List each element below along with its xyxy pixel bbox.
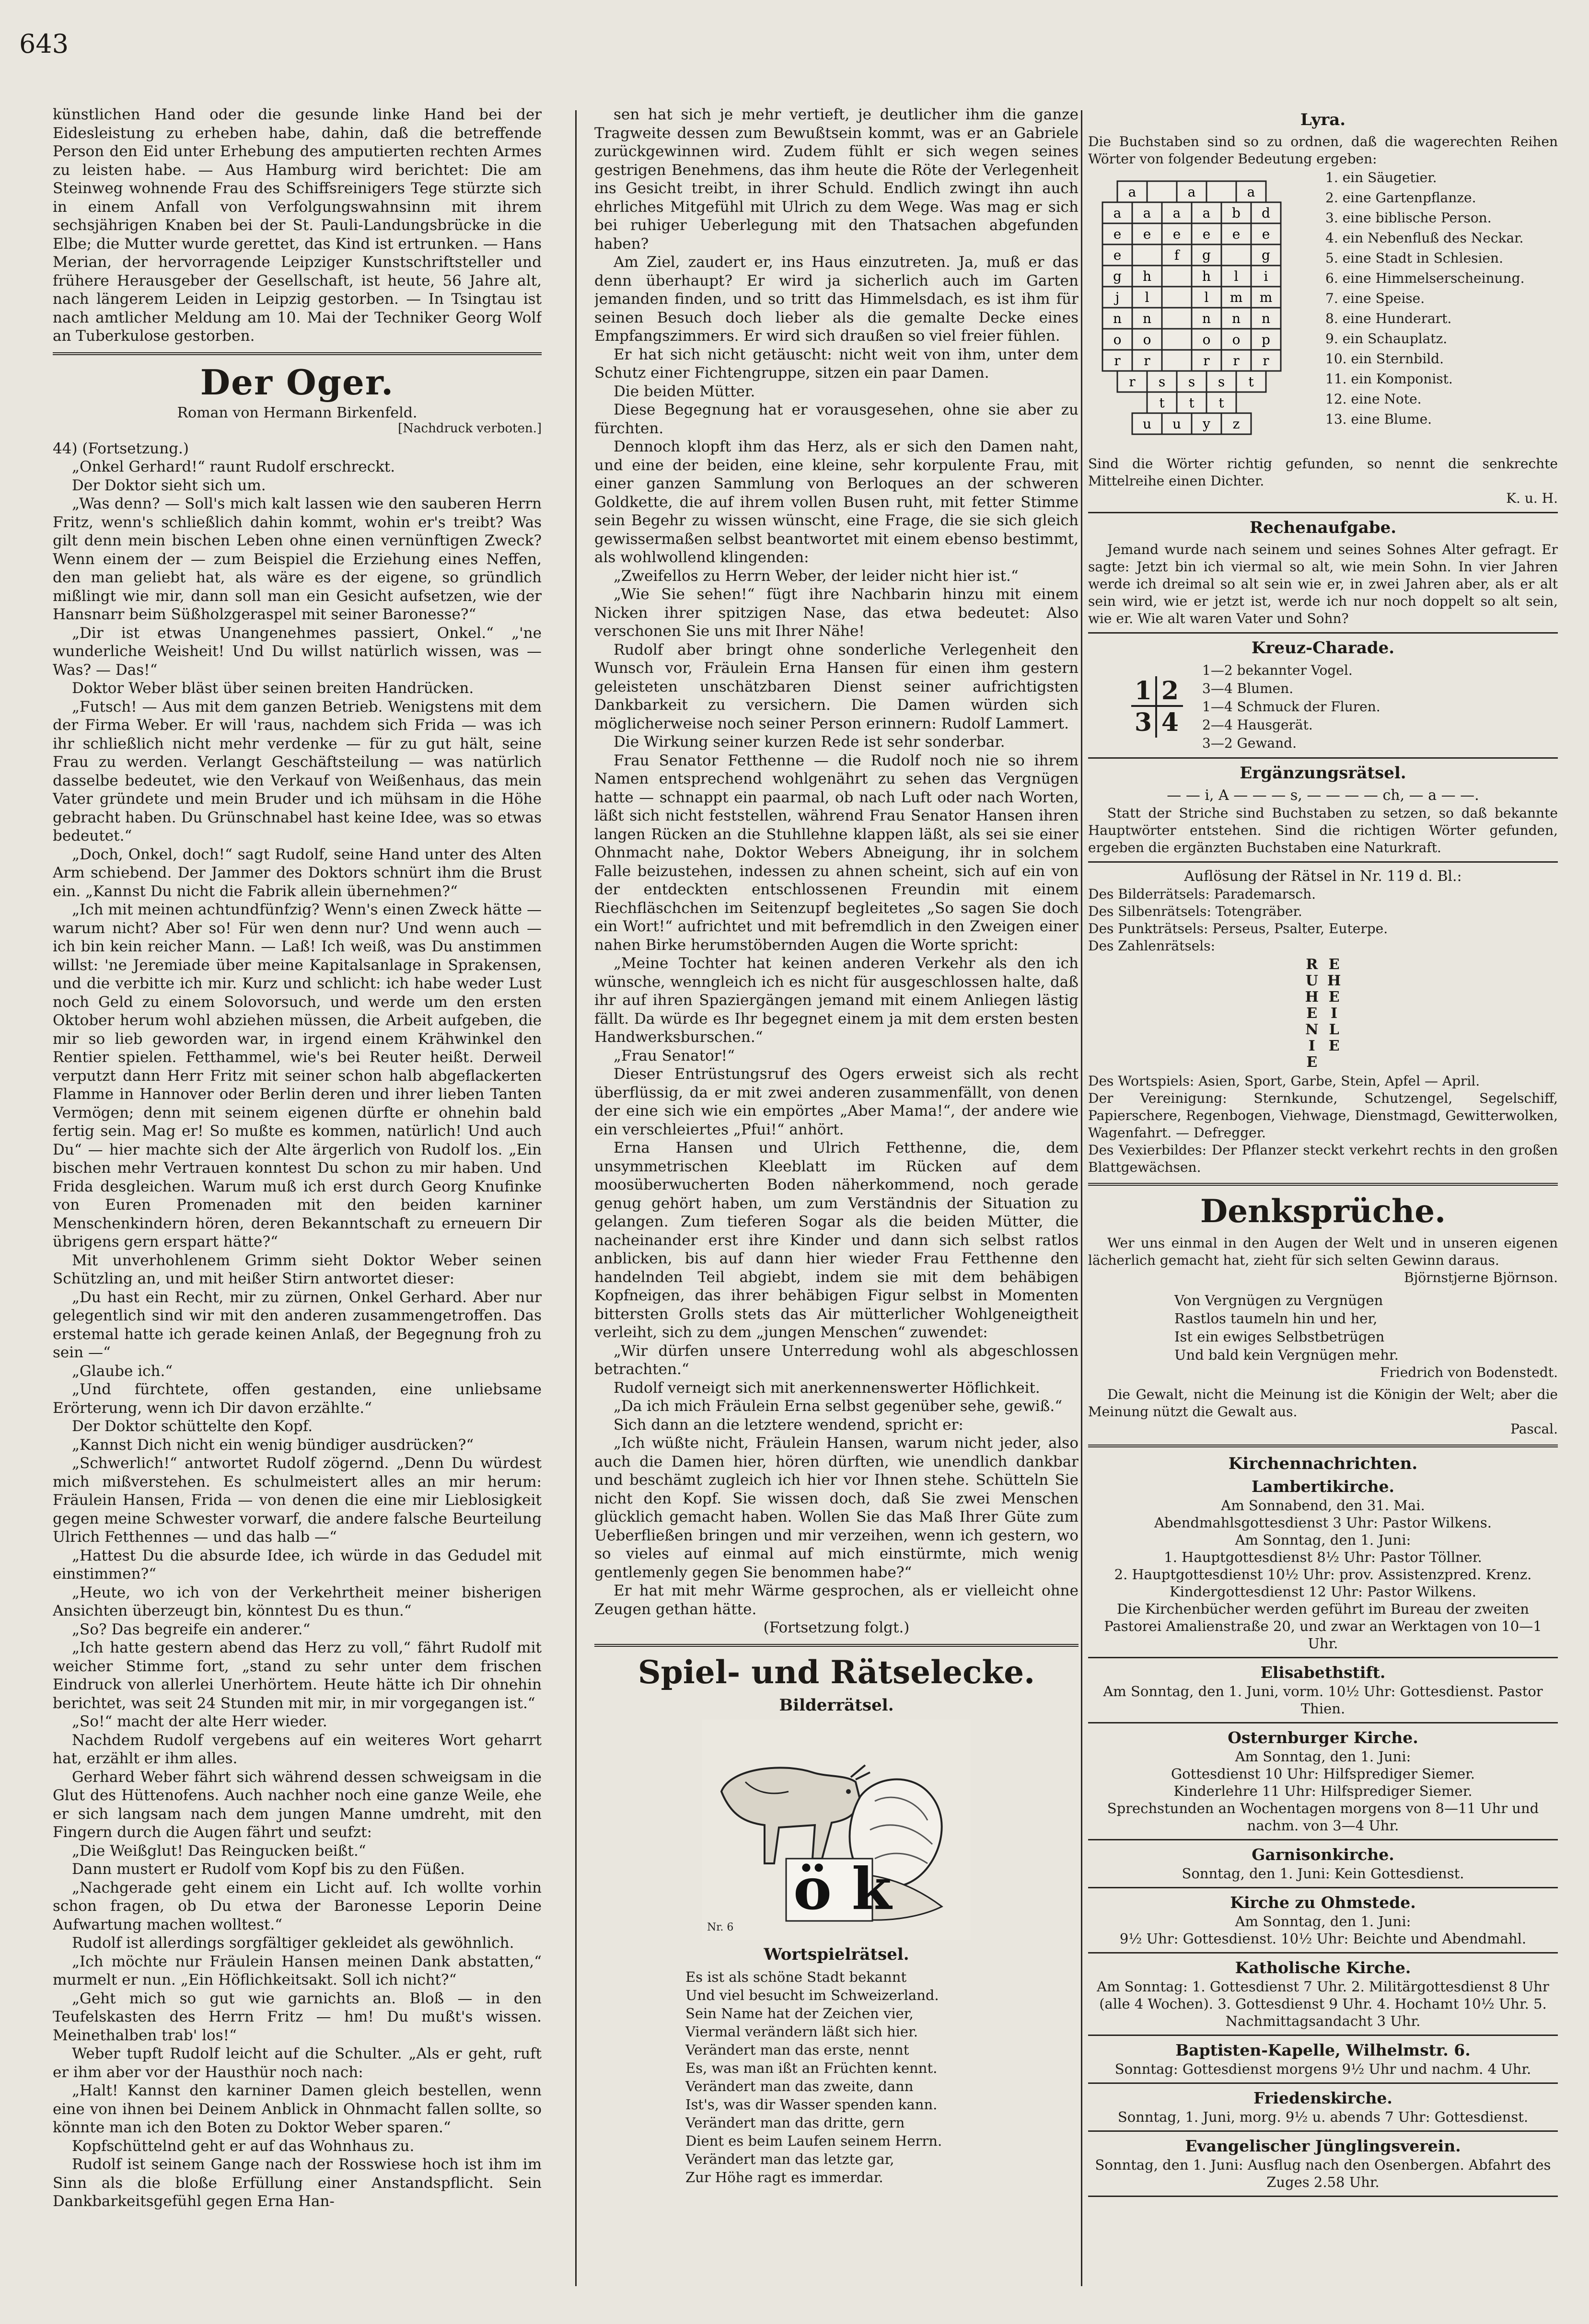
text-paragraph: „Nachgerade geht einem ein Licht auf. Ich wollte vorhin schon fragen, ob Du etwa der Baronesse Leporin Deine Aufwartung machen wolltest.“	[53, 1879, 542, 1933]
column-1	[53, 105, 542, 2291]
church-name: Elisabethstift.	[1260, 1663, 1386, 1682]
divider	[1088, 1445, 1558, 1447]
church-news-list	[1088, 1477, 1558, 2197]
lyra-intro: Die Buchstaben sind so zu ordnen, daß die wagerechten Reihen Wörter von folgender Bedeutung ergeben:	[1088, 134, 1558, 167]
charade-number: 4	[1161, 707, 1179, 737]
lyra-letter: e	[1143, 226, 1151, 242]
picture-puzzle-image	[702, 1720, 971, 1940]
church-entry	[1088, 2089, 1558, 2132]
church-service-line: Sonntag, 1. Juni, morg. 9½ u. abends 7 Uhr: Gottesdienst.	[1117, 2109, 1529, 2125]
wordplay-puzzle-verse	[594, 1968, 1079, 2186]
text-paragraph: „Hattest Du die absurde Idee, ich würde in das Gedudel mit einstimmen?“	[53, 1547, 542, 1583]
text-paragraph: „Glaube ich.“	[72, 1362, 173, 1380]
lyra-cell	[1162, 308, 1192, 329]
lyra-letter: e	[1113, 247, 1122, 263]
text-paragraph: „Futsch! — Aus mit dem ganzen Betrieb. Wenigstens mit dem der Firma Weber. Er will 'raus, nachdem sich Frida — was ich ihr schließlich nicht mehr verdenke — für zu gut hält, seine Frau zu werden. Verlangt Geschäftsteilung — was natürlich dasselbe bedeutet, wie den Verkauf von Weißenhaus, das mein Vater gründete und mein Bruder und ich mühsam in die Höhe gebracht haben. Du Grünschnabel hast keine Idee, was so etwas bedeutet.“	[53, 698, 542, 844]
text-paragraph: Erna Hansen und Ulrich Fetthenne, die, dem unsymmetrischen Kleeblatt im Rücken auf dem moosüberwucherten Boden näherkommend, noch gerade genug gehört haben, um zum Verständnis der Situation zu gelangen. Zum tieferen Sogar als die beiden Mütter, die nacheinander erst ihre Kinder und dann sich selbst ratlos anblicken, bis auf dann hier wieder Frau Fetthenne den handelnden Teil abgiebt, indem sie mit dem behäbigen Kopfneigen, das ihrer behäbigen Figur selbst in Momenten bittersten Grolls stets das Air mütterlicher Wohlgeneigtheit verleiht, sich zu dem „jungen Menschen“ zuwendet:	[594, 1139, 1079, 1341]
verse-line: Zur Höhe ragt es immerdar.	[685, 2169, 883, 2185]
lyra-letter: m	[1229, 289, 1243, 305]
text-paragraph: „Und fürchtete, offen gestanden, eine unliebsame Erörterung, wenn ich Dir davon erzählte.“	[53, 1381, 542, 1417]
lyra-clue: 10. ein Sternbild.	[1325, 351, 1444, 367]
church-service-line: Gottesdienst 10 Uhr: Hilfsprediger Siemer.	[1171, 1766, 1475, 1782]
text-paragraph: Kopfschüttelnd geht er auf das Wohnhaus zu.	[72, 2137, 415, 2155]
cross-charade-title: Kreuz-Charade.	[1251, 638, 1395, 658]
church-name: Baptisten-Kapelle, Wilhelmstr. 6.	[1175, 2041, 1471, 2059]
lyra-cell	[1206, 181, 1236, 202]
divider	[1088, 1657, 1558, 1658]
number-puzzle-letter: L	[1329, 1021, 1339, 1038]
lyra-letter: o	[1202, 332, 1211, 347]
arithmetic-puzzle-text: Jemand wurde nach seinem und seines Sohnes Alter gefragt. Er sagte: Jetzt bin ich viermal so alt, wie mein Sohn. In vier Jahren werde ich dreimal so alt sein wie er, in zwei Jahren aber, als er alt sein wird, wie er jetzt ist, werde ich nur noch doppelt so alt sein, wie er. Wie alt waren Vater und Sohn?	[1088, 542, 1558, 626]
lyra-letter: t	[1159, 395, 1165, 411]
lyra-clue: 3. eine biblische Person.	[1325, 210, 1492, 226]
verse-line: Verändert man das letzte gar,	[685, 2151, 894, 2167]
column-3	[1088, 105, 1558, 2291]
continuation-note: (Fortsetzung folgt.)	[763, 1619, 910, 1636]
church-name: Katholische Kirche.	[1235, 1958, 1411, 1977]
lyra-letter: u	[1142, 416, 1152, 432]
lyra-cell	[1147, 181, 1177, 202]
novel-byline: Roman von Hermann Birkenfeld.	[177, 404, 418, 421]
verse-line: Von Vergnügen zu Vergnügen	[1174, 1292, 1383, 1308]
lyra-letter: n	[1113, 311, 1122, 326]
lyra-letter: y	[1203, 416, 1210, 432]
lyra-letter: i	[1264, 268, 1268, 284]
text-paragraph: Sich dann an die letztere wendend, spricht er:	[614, 1416, 963, 1434]
text-paragraph: „Zweifellos zu Herrn Weber, der leider nicht hier ist.“	[614, 567, 1019, 585]
lyra-letter: l	[1234, 268, 1239, 284]
lyra-letter: s	[1158, 374, 1166, 390]
church-service-line: 1. Hauptgottesdienst 8½ Uhr: Pastor Töllner.	[1164, 1549, 1482, 1565]
lyra-clue: 13. eine Blume.	[1325, 411, 1432, 427]
lyra-letter: t	[1218, 395, 1224, 411]
church-entry	[1088, 1958, 1558, 2036]
page-number: 643	[19, 29, 69, 59]
church-entry	[1088, 2137, 1558, 2197]
solutions-list	[1088, 886, 1558, 955]
divider	[53, 352, 542, 355]
divider	[1088, 2082, 1558, 2084]
picture-puzzle-title: Bilderrätsel.	[779, 1695, 894, 1715]
verse-line: Rastlos taumeln hin und her,	[1174, 1310, 1378, 1327]
divider	[594, 1644, 1079, 1647]
puzzle-number: Nr. 6	[707, 1921, 734, 1933]
reprint-notice: [Nachdruck verboten.]	[398, 421, 542, 436]
text-paragraph: Frau Senator Fetthenne — die Rudolf noch nie so ihrem Namen entsprechend wohlgenährt zu sehen das Vergnügen hatte — schnappt ein paarmal, ob nach Luft oder nach Worten, läßt sich nicht feststellen, während Frau Senator Hansen ihren langen Rücken an die Stuhllehne klappen läßt, als sei sie einer Ohnmacht nahe, Doktor Webers Abneigung, ihr in solchem Falle beizustehen, indessen zu ahnen scheint, sich auf ein von der entdeckten entschlossenen Freundin mit einem Riechfläschchen im Seitenzupf begleitetes „So sagen Sie doch ein Wort!“ aufrichtet und mit befremdlich in den Zweigen einer nahen Birke herumstöbernden Augen die Worte spricht:	[594, 752, 1079, 954]
number-puzzle-letter: E	[1328, 1038, 1340, 1054]
lyra-letter: e	[1113, 226, 1122, 242]
text-paragraph: Rudolf aber bringt ohne sonderliche Verlegenheit den Wunsch vor, Fräulein Erna Hansen für einen ihm gestern geleisteten unschätzbaren Dienst seiner aufrichtigsten Dankbarkeit zu versichern. Die Damen würden sich möglicherweise noch seiner Person erinnern: Rudolf Lammert.	[594, 641, 1079, 732]
lyra-clue: 7. eine Speise.	[1325, 290, 1425, 306]
verse-line: Ist ein ewiges Selbstbetrügen	[1174, 1329, 1385, 1345]
aphorism-1: Wer uns einmal in den Augen der Welt und in unseren eigenen lächerlich gemacht hat, zieht für sich selten Gewinn daraus.	[1088, 1235, 1558, 1268]
text-paragraph: „Meine Tochter hat keinen anderen Verkehr als den ich wünsche, wenngleich ich es nicht für ausgeschlossen halte, daß ihr auf ihren Spaziergängen jemand mit einem Anliegen lästig fällt. Da würde es Ihr begegnet einem ja mit dem ersten besten Handwerksburschen.“	[594, 955, 1079, 1046]
text-paragraph: „So!“ macht der alte Herr wieder.	[72, 1713, 327, 1730]
text-paragraph: „Wir dürfen unsere Unterredung wohl als abgeschlossen betrachten.“	[594, 1342, 1079, 1378]
lyra-letter: a	[1202, 205, 1211, 221]
lyra-letter: o	[1113, 332, 1122, 347]
church-service-line: Am Sonntag: 1. Gottesdienst 7 Uhr. 2. Militärgottesdienst 8 Uhr (alle 4 Wochen). 3. Gottesdienst 9 Uhr. 4. Hochamt 10½ Uhr. 5. Nachmittagsandacht 3 Uhr.	[1097, 1978, 1549, 2029]
lyra-letter: o	[1143, 332, 1151, 347]
lyra-letter: h	[1202, 268, 1211, 284]
text-paragraph: „Ich mit meinen achtundfünfzig? Wenn's einen Zweck hätte — warum nicht? Aber so! Für wen denn nur? Und wenn auch — ich bin kein reicher Mann. — Laß! Ich weiß, was Du anstimmen willst: 'ne Jeremiade über meine Kapitalsanlage in Sprakensen, und die verbitte ich mir. Kurz und schlicht: ich habe weder Lust noch Geld zu einem Solovorsuch, und werde um den ersten Oktober herum wohl abziehen müssen, die Arbeit aufgeben, die mir so lieb geworden war, in irgend einem Krähwinkel den Rentier spielen. Fetthammel, wie's bei Reuter heißt. Derweil verputzt dann Herr Fritz mit seiner schon halb abgeflackerten Flamme in Hannover oder Berlin deren und ihrer lieben Tanten Vermögen; denn mit seinem eigenen dürfte er ohnehin bald fertig sein. Mag er! So mußte es kommen, natürlich! Und auch Du“ — hier machte sich der Alte ärgerlich von Rudolf los. „Ein bischen mehr Vertrauen konntest Du schon zu mir haben. Und Frida desgleichen. Warum muß ich erst durch Georg Knufinke von Euren Promenaden mit den beiden karniner Menschenkindern hören, deren Bekanntschaft zu erneuern Dir übrigens gern erspart hätte?“	[53, 901, 542, 1250]
text-paragraph: Nachdem Rudolf vergebens auf ein weiteres Wort geharrt hat, erzählt er ihm alles.	[53, 1731, 542, 1767]
lyra-letter: l	[1204, 289, 1209, 305]
text-paragraph: Am Ziel, zaudert er, ins Haus einzutreten. Ja, muß er das denn überhaupt? Er wird ja sicherlich auch im Garten jemanden finden, und so tritt das Himmelsdach, es ist ihm für seinen Besuch doch lieber als die gemalte Decke eines Empfangszimmers. Er wird sich draußen so viel freier fühlen.	[594, 254, 1079, 345]
lyra-cell	[1162, 329, 1192, 350]
lyra-letter: a	[1143, 205, 1151, 221]
church-name: Lambertikirche.	[1251, 1477, 1395, 1496]
number-puzzle-letter: N	[1305, 1021, 1319, 1038]
text-paragraph: Er hat sich nicht getäuscht: nicht weit von ihm, unter dem Schutz einer Fichtengruppe, sitzen ein paar Damen.	[594, 346, 1079, 382]
divider	[1088, 1839, 1558, 1840]
completion-puzzle-title: Ergänzungsrätsel.	[1240, 763, 1406, 783]
aphorism-2	[1088, 1291, 1558, 1364]
lyra-letter: m	[1259, 289, 1273, 305]
church-service-line: 9½ Uhr: Gottesdienst. 10½ Uhr: Beichte und Abendmahl.	[1119, 1931, 1527, 1947]
solution-line: Des Zahlenrätsels:	[1088, 938, 1216, 954]
lyra-letter: f	[1174, 247, 1180, 263]
lyra-letter: e	[1232, 226, 1241, 242]
charade-number: 3	[1131, 707, 1157, 738]
solution-line: Des Vexierbildes: Der Pflanzer steckt verkehrt rechts in den großen Blattgewächsen.	[1088, 1142, 1558, 1175]
lyra-clue: 11. ein Komponist.	[1325, 371, 1453, 387]
verse-line: Es, was man ißt an Früchten kennt.	[685, 2059, 938, 2076]
lyra-clue: 5. eine Stadt in Schlesien.	[1325, 250, 1503, 266]
solution-line: Des Punkträtsels: Perseus, Psalter, Euterpe.	[1088, 921, 1388, 937]
number-puzzle-letter: U	[1305, 972, 1318, 989]
lyra-letter: r	[1203, 353, 1210, 369]
arithmetic-puzzle-title: Rechenaufgabe.	[1249, 518, 1397, 537]
divider	[1088, 2035, 1558, 2036]
lyra-letter: s	[1218, 374, 1225, 390]
lyra-letter: n	[1231, 311, 1241, 326]
cow-illustration	[702, 1720, 971, 1940]
divider	[1088, 2196, 1558, 2197]
lyra-letter: z	[1232, 416, 1240, 432]
lyra-letter: a	[1187, 184, 1196, 200]
text-paragraph: „Onkel Gerhard!“ raunt Rudolf erschreckt.	[72, 458, 395, 475]
church-entry	[1088, 1728, 1558, 1840]
divider	[1088, 1183, 1558, 1186]
number-puzzle-letter: E	[1328, 989, 1340, 1006]
text-paragraph: „Ich möchte nur Fräulein Hansen meinen Dank abstatten,“ murmelt er nun. „Ein Höflichkeitsakt. Soll ich nicht?“	[53, 1953, 542, 1989]
lyra-letter: d	[1262, 205, 1270, 221]
number-puzzle-letter: I	[1331, 1005, 1338, 1022]
solution-line: Der Vereinigung: Sternkunde, Schutzengel, Segelschiff, Papierschere, Regenbogen, Viehwage, Dienstmagd, Gewitterwolken, Wagenfahrt. — Defregger.	[1088, 1090, 1558, 1141]
church-entry	[1088, 1663, 1558, 1723]
lyra-letter: p	[1262, 332, 1270, 347]
lyra-letter: g	[1262, 247, 1270, 263]
text-paragraph: „Dir ist etwas Unangenehmes passiert, Onkel.“ „'ne wunderliche Weisheit! Und Du willst natürlich wissen, was — Was? — Das!“	[53, 624, 542, 679]
lyra-clue: 6. eine Himmelserscheinung.	[1325, 270, 1525, 286]
charade-clue: 3—4 Blumen.	[1202, 681, 1294, 696]
lyra-letter: e	[1262, 226, 1270, 242]
church-service-line: Am Sonntag, den 1. Juni:	[1235, 1532, 1411, 1548]
charade-clue: 1—2 bekannter Vogel.	[1202, 662, 1353, 678]
lyra-cell	[1162, 266, 1192, 287]
verse-line: Verändert man das dritte, gern	[685, 2114, 905, 2131]
verse-line: Viermal verändern läßt sich hier.	[685, 2023, 918, 2040]
text-paragraph: „Ich hatte gestern abend das Herz zu voll,“ fährt Rudolf mit weicher Stimme fort, „stand zu sehr unter dem frischen Eindruck von allerlei Unerhörtem. Heute hätte ich Dir ohnehin berichtet, was seit 24 Stunden mit mir, in mir vorgegangen ist.“	[53, 1639, 542, 1712]
lyra-letter: b	[1232, 205, 1241, 221]
lyra-letter: e	[1172, 226, 1181, 242]
lyra-cell	[1162, 287, 1192, 308]
text-paragraph: Dann mustert er Rudolf vom Kopf bis zu den Füßen.	[72, 1861, 465, 1878]
lyra-clue-list	[1325, 168, 1546, 429]
verse-line: Verändert man das zweite, dann	[685, 2078, 914, 2094]
number-puzzle-column	[1327, 957, 1341, 1071]
church-service-line: 2. Hauptgottesdienst 10½ Uhr: prov. Assistenzpred. Krenz.	[1114, 1566, 1532, 1583]
text-paragraph: Doktor Weber bläst über seinen breiten Handrücken.	[72, 680, 474, 697]
text-paragraph: „Kannst Dich nicht ein wenig bündiger ausdrücken?“	[72, 1436, 474, 1454]
lyra-clue: 8. eine Hunderart.	[1325, 311, 1452, 326]
church-entry	[1088, 1477, 1558, 1658]
church-service-line: Am Sonntag, den 1. Juni:	[1235, 1748, 1411, 1765]
church-service-line: Kinderlehre 11 Uhr: Hilfsprediger Siemer.	[1173, 1783, 1473, 1799]
solution-line: Des Silbenrätsels: Totengräber.	[1088, 903, 1302, 919]
text-paragraph: „Geht mich so gut wie garnichts an. Bloß — in den Teufelskasten des Herrn Fritz — hm! Du mußt's wissen. Meinethalben trab' los!“	[53, 1989, 542, 2044]
church-news-title: Kirchennachrichten.	[1228, 1454, 1418, 1473]
aphorism-2-author: Friedrich von Bodenstedt.	[1380, 1364, 1558, 1380]
lyra-letter: h	[1142, 268, 1152, 284]
aphorism-1-author: Björnstjerne Björnson.	[1404, 1270, 1558, 1285]
lyra-cell	[1132, 244, 1162, 266]
number-puzzle-letter: E	[1306, 1005, 1318, 1022]
lyra-letter: n	[1202, 311, 1211, 326]
lyra-letter: r	[1114, 353, 1121, 369]
lyra-letter: a	[1113, 205, 1122, 221]
church-service-line: Am Sonntag, den 1. Juni, vorm. 10½ Uhr: Gottesdienst. Pastor Thien.	[1103, 1683, 1543, 1717]
number-puzzle-letter: H	[1305, 989, 1319, 1006]
church-entry	[1088, 1893, 1558, 1954]
text-paragraph: Dennoch klopft ihm das Herz, als er sich den Damen naht, und eine der beiden, eine kleine, sehr korpulente Frau, mit einer ganzen Sammlung von Berloques an der schweren Goldkette, die auf ihrem vollen Busen ruht, mit fetter Stimme sein Begehr zu wissen wünscht, eine Frage, die sie sich gleich gewissermaßen selbst beantwortet mit einem ebenso bestimmt, als wohlwollend klingenden:	[594, 438, 1079, 566]
lyra-letter: j	[1115, 289, 1120, 305]
text-paragraph: „Wie Sie sehen!“ fügt ihre Nachbarin hinzu mit einem Nicken ihrer spitzigen Nase, das etwa bedeutet: Also verschonen Sie uns mit Ihrer Nähe!	[594, 586, 1079, 640]
novel-text-continued	[594, 105, 1079, 1619]
text-paragraph: Die beiden Mütter.	[614, 382, 755, 400]
church-service-line: Kindergottesdienst 12 Uhr: Pastor Wilkens.	[1169, 1584, 1477, 1600]
lyra-letter: l	[1145, 289, 1149, 305]
verse-line: Und bald kein Vergnügen mehr.	[1174, 1347, 1399, 1363]
lyra-clue: 9. ein Schauplatz.	[1325, 331, 1448, 347]
divider	[1088, 512, 1558, 513]
text-paragraph: „Du hast ein Recht, mir zu zürnen, Onkel Gerhard. Aber nur gelegentlich sind wir mit den anderen zusammengetroffen. Das erstemal hatte ich gerade keinen Anlaß, der Begegnung froh zu sein —“	[53, 1288, 542, 1361]
text-paragraph: Rudolf ist allerdings sorgfältiger gekleidet als gewöhnlich.	[72, 1934, 514, 1952]
church-name: Garnisonkirche.	[1252, 1845, 1394, 1864]
lyra-letter: e	[1202, 226, 1211, 242]
lyra-letter: g	[1202, 247, 1211, 263]
divider	[1088, 1887, 1558, 1888]
lyra-letter: a	[1172, 205, 1181, 221]
lyra-letter: a	[1247, 184, 1255, 200]
number-puzzle-column	[1305, 957, 1319, 1071]
text-paragraph: „Doch, Onkel, doch!“ sagt Rudolf, seine Hand unter des Alten Arm schiebend. Der Jammer des Doktors schnürt ihm die Brust ein. „Kannst Du nicht die Fabrik allein übernehmen?“	[53, 845, 542, 900]
number-puzzle-letter: I	[1308, 1038, 1315, 1054]
charade-clue: 2—4 Hausgerät.	[1202, 717, 1313, 733]
church-service-line: Am Sonnabend, den 31. Mai.	[1221, 1497, 1425, 1514]
lyra-letter: r	[1129, 374, 1136, 390]
lyra-puzzle	[1088, 168, 1558, 455]
solution-line: Des Wortspiels: Asien, Sport, Garbe, Stein, Apfel — April.	[1088, 1073, 1480, 1089]
charade-number: 1	[1131, 676, 1157, 707]
church-service-line: Abendmahlsgottesdienst 3 Uhr: Pastor Wilkens.	[1154, 1515, 1492, 1531]
novel-text	[53, 458, 542, 2211]
divider	[1088, 1952, 1558, 1954]
novel-title: Der Oger.	[200, 361, 394, 403]
puzzle-corner-title: Spiel- und Rätselecke.	[638, 1653, 1035, 1691]
charade-number: 2	[1157, 676, 1183, 707]
installment-label: 44) (Fortsetzung.)	[53, 439, 189, 457]
lyra-title: Lyra.	[1300, 110, 1346, 129]
text-paragraph: „Frau Senator!“	[614, 1047, 735, 1064]
lyra-clue: 12. eine Note.	[1325, 391, 1422, 407]
puzzle-letters: ö k	[793, 1855, 892, 1923]
church-service-line: Sprechstunden an Wochentagen morgens von 8—11 Uhr und nachm. von 3—4 Uhr.	[1107, 1800, 1539, 1834]
church-name: Osternburger Kirche.	[1228, 1728, 1418, 1747]
lyra-letter: g	[1113, 268, 1122, 284]
church-service-line: Sonntag, den 1. Juni: Ausflug nach den Osenbergen. Abfahrt des Zuges 2.58 Uhr.	[1095, 2157, 1551, 2190]
lyra-letter: s	[1188, 374, 1195, 390]
text-paragraph: „So? Das begreife ein anderer.“	[72, 1620, 311, 1638]
church-service-line: Die Kirchenbücher werden geführt im Bureau der zweiten Pastorei Amalienstraße 20, und zwar an Werktagen von 10—1 Uhr.	[1104, 1601, 1542, 1652]
divider	[1088, 2130, 1558, 2132]
lyra-outro: Sind die Wörter richtig gefunden, so nennt die senkrechte Mittelreihe einen Dichter.	[1088, 456, 1558, 489]
church-name: Friedenskirche.	[1253, 2089, 1392, 2107]
number-puzzle-letter: E	[1328, 956, 1340, 973]
number-puzzle-solution	[1088, 957, 1558, 1071]
text-paragraph: Er hat mit mehr Wärme gesprochen, als er vielleicht ohne Zeugen gethan hätte.	[594, 1582, 1079, 1618]
text-paragraph: Weber tupft Rudolf leicht auf die Schulter. „Als er geht, ruft er ihm aber vor der Hausthür noch nach:	[53, 2045, 542, 2081]
divider	[1088, 757, 1558, 759]
lyra-clue: 1. ein Säugetier.	[1325, 170, 1437, 185]
text-paragraph: Gerhard Weber fährt sich während dessen schweigsam in die Glut des Hüttenofens. Auch nachher noch eine ganze Weile, ehe er sich langsam nach dem jungen Manne umdreht, mit den Fingern durch die Augen fährt und seufzt:	[53, 1768, 542, 1841]
church-name: Evangelischer Jünglingsverein.	[1185, 2137, 1461, 2155]
solution-line: Des Bilderrätsels: Parademarsch.	[1088, 886, 1316, 902]
aphorism-3: Die Gewalt, nicht die Meinung ist die Königin der Welt; aber die Meinung nützt die Gewalt aus.	[1088, 1387, 1558, 1420]
solutions-more	[1088, 1073, 1558, 1176]
verse-line: Ist's, was dir Wasser spenden kann.	[685, 2096, 938, 2113]
text-paragraph: „Was denn? — Soll's mich kalt lassen wie den sauberen Herrn Fritz, wenn's schließlich dahin kommt, wohin er's treibt? Was gilt denn mein bischen Leben ohne einen vernünftigen Zweck? Wenn einem der — zum Beispiel die Erziehung eines Neffen, den man geliebt hat, als wäre es der eigene, so gründlich mißlingt wie mir, dann soll man ein Gesicht aufsetzen, wie der Hansnarr beim Süßholzgeraspel mit seiner Baronesse?“	[53, 495, 542, 623]
lyra-letter: r	[1263, 353, 1269, 369]
text-paragraph: „Ich wüßte nicht, Fräulein Hansen, warum nicht jeder, also auch die Damen hier, hören dürften, wie unendlich dankbar und beschämt zugleich ich hier vor Ihnen stehe. Schütteln Sie nicht den Kopf. Sie wissen doch, daß Sie zwei Menschen glücklich gemacht haben. Wollen Sie das Maß Ihrer Güte zum Ueberfließen bringen und mir verzeihen, wenn ich gestern, wo so vieles auf einmal auf mich einstürmte, mich wenig gentlemenly gegen Sie benommen habe?“	[594, 1434, 1079, 1581]
cross-charade-clues	[1202, 661, 1380, 752]
aphorism-3-author: Pascal.	[1510, 1421, 1558, 1437]
lyra-letter: r	[1233, 353, 1240, 369]
verse-line: Verändert man das erste, nennt	[685, 2041, 909, 2058]
text-paragraph: „Schwerlich!“ antwortet Rudolf zögernd. „Denn Du würdest mich mißverstehen. Es schulmeistert alles an mir herum: Fräulein Hansen, Frida — von denen die eine mir Lieblosigkeit gegen meine Schwester vorwarf, die andere falsche Beurteilung Ulrich Fetthennes — und das halb —“	[53, 1455, 542, 1546]
lyra-letter: u	[1172, 416, 1182, 432]
church-name: Kirche zu Ohmstede.	[1230, 1893, 1416, 1912]
church-entry	[1088, 2041, 1558, 2084]
intro-text: künstlichen Hand oder die gesunde linke Hand bei der Eidesleistung zu erheben habe, dahin, daß die betreffende Person den Eid unter Erhebung des amputierten rechten Armes zu leisten habe. — Aus Hamburg wird berichtet: Die am Steinweg wohnende Frau des Schiffsreinigers Tege stürzte sich in einem Anfall von Verfolgungswahnsinn mit ihrem sechsjährigen Knaben bei der St. Pauli-Landungsbrücke in die Elbe; die Mutter wurde gerettet, das Kind ist ertrunken. — Hans Merian, der hervorragende Leipziger Kunstschriftsteller und frühere Herausgeber der Gesellschaft, ist heute, 56 Jahre alt, nach längerem Leiden in Leipzig gestorben. — In Tsingtau ist nach amtlicher Meldung am 10. Mai der Techniker Georg Wolf an Tuberkulose gestorben.	[53, 106, 542, 345]
lyra-letter: t	[1189, 395, 1195, 411]
lyra-clue: 4. ein Nebenfluß des Neckar.	[1325, 230, 1524, 246]
aphorisms-title: Denksprüche.	[1200, 1192, 1446, 1230]
text-paragraph: sen hat sich je mehr vertieft, je deutlicher ihm die ganze Tragweite dessen zum Bewußtsein kommt, was er an Gabriele zurückgewinnen wird. Zudem fühlt er sich wegen seines gestrigen Benehmens, das ihm heute die Röte der Verlegenheit ins Gesicht treibt, in ihrer Schuld. Endlich zwingt ihn auch ehrliches Mitgefühl mit Ulrich zu dem Wege. Was mag er sich bei ruhiger Ueberlegung mit den Thatsachen abgefunden haben?	[594, 106, 1079, 253]
lyra-letter: n	[1142, 311, 1152, 326]
divider	[1088, 861, 1558, 863]
text-paragraph: Die Wirkung seiner kurzen Rede ist sehr sonderbar.	[614, 733, 1005, 751]
wordplay-puzzle-title: Wortspielrätsel.	[764, 1944, 909, 1964]
text-paragraph: Rudolf ist seinem Gange nach der Rosswiese hoch ist ihm im Sinn als die bloße Erfüllung einer Anstandspflicht. Sein Dankbarkeitsgefühl gegen Erna Han-	[53, 2156, 542, 2210]
number-puzzle-letter: H	[1327, 972, 1341, 989]
lyra-cell	[1221, 244, 1251, 266]
verse-line: Sein Name hat der Zeichen vier,	[685, 2005, 914, 2022]
solutions-title: Auflösung der Rätsel in Nr. 119 d. Bl.:	[1184, 868, 1462, 885]
text-paragraph: „Die Weißglut! Das Reingucken beißt.“	[72, 1842, 366, 1860]
text-paragraph: Der Doktor schüttelte den Kopf.	[72, 1418, 313, 1435]
church-service-line: Am Sonntag, den 1. Juni:	[1235, 1913, 1411, 1930]
lyra-grid	[1088, 177, 1313, 446]
church-entry	[1088, 1845, 1558, 1888]
charade-clue: 1—4 Schmuck der Fluren.	[1202, 699, 1380, 715]
text-paragraph: Der Doktor sieht sich um.	[72, 476, 266, 494]
text-paragraph: Mit unverhohlenem Grimm sieht Doktor Weber seinen Schützling an, und mit heißer Stirn antwortet dieser:	[53, 1251, 542, 1287]
text-paragraph: Diese Begegnung hat er vorausgesehen, ohne sie aber zu fürchten.	[594, 401, 1079, 437]
divider	[1088, 1722, 1558, 1723]
column-2	[594, 105, 1079, 2291]
lyra-letter: n	[1261, 311, 1271, 326]
text-paragraph: „Da ich mich Fräulein Erna selbst gegenüber sehe, gewiß.“	[614, 1398, 1063, 1415]
lyra-letter: r	[1144, 353, 1150, 369]
column-rule	[1081, 110, 1082, 2286]
church-service-line: Sonntag: Gottesdienst morgens 9½ Uhr und nachm. 4 Uhr.	[1114, 2061, 1531, 2077]
number-puzzle-letter: E	[1306, 1054, 1318, 1071]
verse-line: Dient es beim Laufen seinem Herrn.	[685, 2132, 942, 2149]
cross-charade	[1088, 661, 1558, 752]
verse-line: Es ist als schöne Stadt bekannt	[685, 1968, 907, 1985]
lyra-signature: K. u. H.	[1506, 490, 1558, 506]
lyra-letter: a	[1128, 184, 1137, 200]
lyra-letter: o	[1232, 332, 1241, 347]
completion-puzzle-pattern: — — i, A — — — s, — — — — ch, — a — —.	[1167, 787, 1479, 804]
church-service-line: Sonntag, den 1. Juni: Kein Gottesdienst.	[1182, 1865, 1464, 1882]
verse-line: Und viel besucht im Schweizerland.	[685, 1987, 939, 2003]
text-paragraph: „Heute, wo ich von der Verkehrtheit meiner bisherigen Ansichten überzeugt bin, könntest Du es thun.“	[53, 1584, 542, 1619]
lyra-letter: t	[1248, 374, 1254, 390]
text-paragraph: Rudolf verneigt sich mit anerkennenswerter Höflichkeit.	[614, 1379, 1040, 1397]
lyra-clue: 2. eine Gartenpflanze.	[1325, 190, 1476, 206]
lyra-cell	[1162, 350, 1192, 371]
divider	[1088, 632, 1558, 634]
number-puzzle-letter: R	[1306, 956, 1318, 973]
column-rule	[575, 110, 577, 2286]
completion-puzzle-text: Statt der Striche sind Buchstaben zu setzen, so daß bekannte Hauptwörter entstehen. Sind die richtigen Wörter gefunden, ergeben die ergänzten Buchstaben eine Naturkraft.	[1088, 805, 1558, 856]
text-paragraph: Dieser Entrüstungsruf des Ogers erweist sich als recht überflüssig, da er mit zwei anderen zusammenfällt, von denen der eine sich wie ein empörtes „Aber Mama!“, der andere wie ein verschleiertes „Pfui!“ anhört.	[594, 1065, 1079, 1138]
charade-clue: 3—2 Gewand.	[1202, 735, 1297, 751]
cross-charade-box	[1131, 676, 1183, 738]
text-paragraph: „Halt! Kannst den karniner Damen gleich bestellen, wenn eine von ihnen bei Deinem Anblick in Ohnmacht fallen sollte, so könnte man ich den Boten zu Doktor Weber sparen.“	[53, 2082, 542, 2136]
